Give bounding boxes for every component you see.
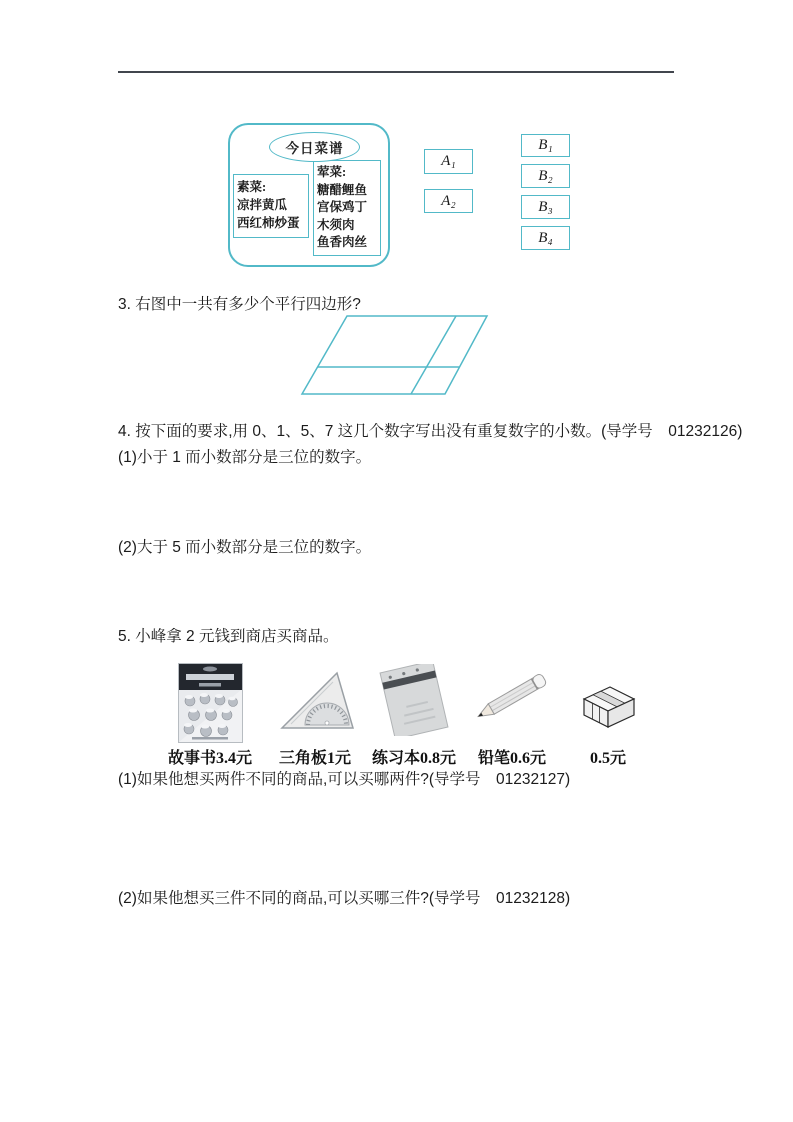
storybook-image [178, 663, 243, 743]
box-b4: B₄ [521, 226, 570, 250]
question-4-text: 4. 按下面的要求,用 0、1、5、7 这几个数字写出没有重复数字的小数。(导学号 01232126) [118, 423, 743, 440]
menu-line: 木须肉 [317, 217, 355, 232]
question-3-text: 3. 右图中一共有多少个平行四边形? [118, 296, 361, 313]
box-b3: B₃ [521, 195, 570, 219]
menu-line: 凉拌黄瓜 [237, 198, 288, 212]
exercise-book-caption: 练习本0.8元 [371, 750, 456, 767]
exercise-book-image [374, 664, 454, 736]
question-5-text: 5. 小峰拿 2 元钱到商店买商品。 [118, 628, 339, 645]
eraser-image [576, 682, 640, 730]
box-b1: B₁ [521, 134, 570, 157]
pencil-caption: 铅笔0.6元 [477, 750, 546, 767]
meat-dishes-box [313, 160, 381, 256]
menu-card [228, 123, 390, 267]
eraser-caption: 0.5元 [589, 750, 626, 767]
menu-line: 素菜: [237, 180, 267, 194]
set-square-image [278, 670, 358, 734]
box-a2: A₂ [424, 189, 473, 213]
menu-title-oval [269, 132, 360, 162]
question-5-part-1: (1)如果他想买两件不同的商品,可以买哪两件?(导学号 01232127) [118, 771, 571, 788]
menu-line: 荤菜: [317, 165, 347, 179]
menu-line: 宫保鸡丁 [317, 200, 368, 214]
box-a1: A₁ [424, 149, 473, 174]
menu-line: 糖醋鲤鱼 [317, 182, 368, 197]
menu-title: 今日菜谱 [285, 141, 344, 156]
box-b2: B₂ [521, 164, 570, 188]
top-divider-rule [118, 71, 674, 73]
question-4-part-1: (1)小于 1 而小数部分是三位的数字。 [118, 449, 372, 466]
pencil-image [468, 666, 556, 728]
set-square-caption: 三角板1元 [278, 750, 351, 767]
vegetable-dishes-box [233, 174, 309, 238]
storybook-caption: 故事书3.4元 [167, 750, 252, 767]
menu-line: 西红柿炒蛋 [237, 216, 300, 230]
question-4-part-2: (2)大于 5 而小数部分是三位的数字。 [118, 539, 372, 556]
question-5-part-2: (2)如果他想买三件不同的商品,可以买哪三件?(导学号 01232128) [118, 890, 571, 907]
menu-line: 鱼香肉丝 [317, 235, 368, 249]
parallelogram-figure [295, 308, 495, 403]
